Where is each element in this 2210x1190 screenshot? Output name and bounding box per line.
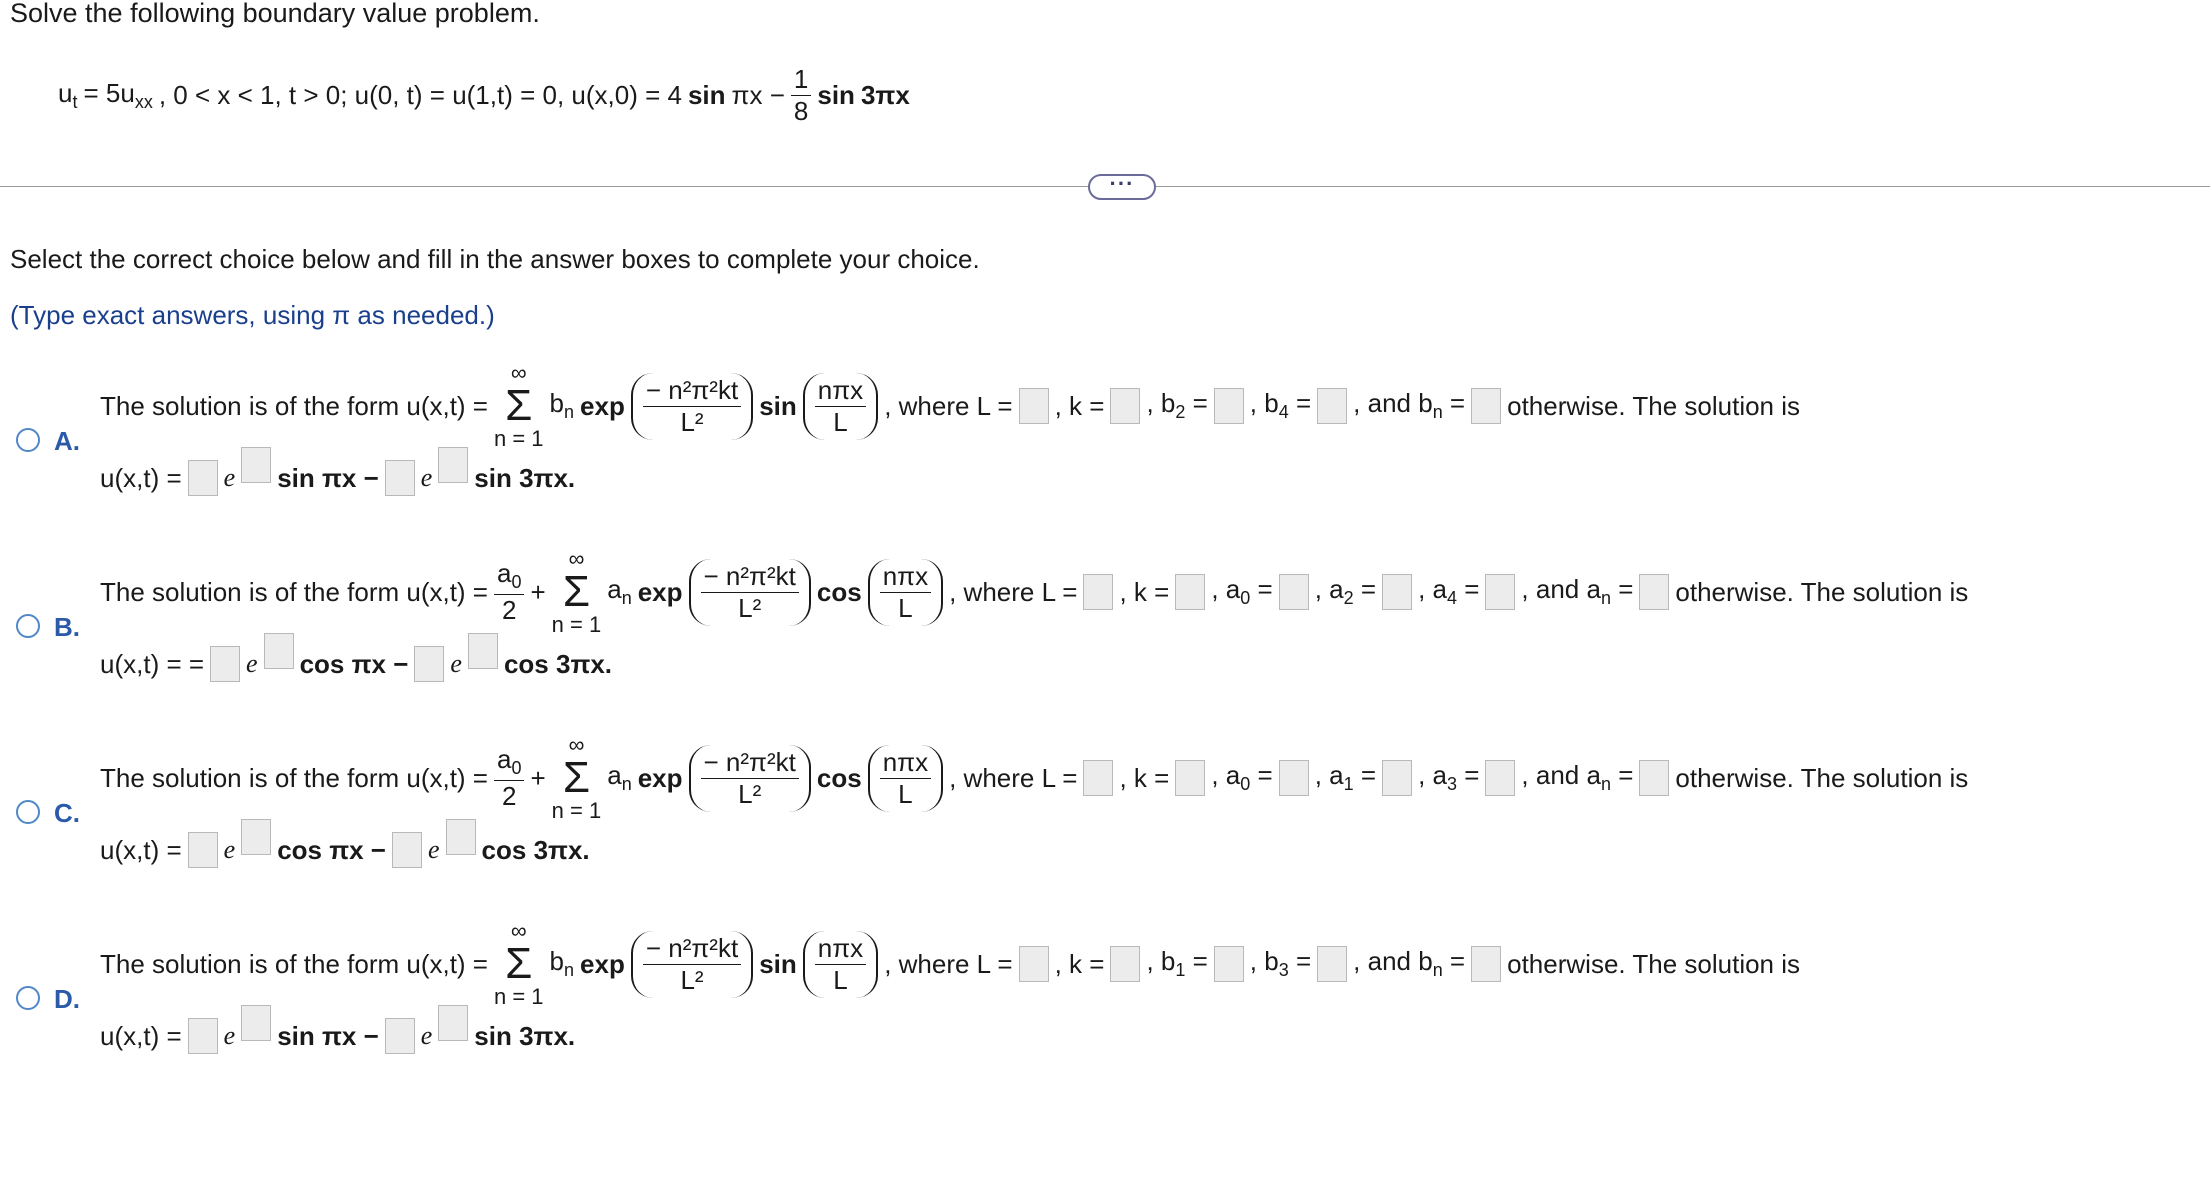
coef-an: $a_n$	[607, 760, 632, 795]
coef-label-n: , and $a_n$ =	[1521, 574, 1634, 609]
trig-label: cos	[816, 762, 862, 793]
sigma-symbol: ∞ Σ n = 1	[494, 360, 544, 451]
answer-box-coef-n[interactable]	[1471, 946, 1501, 982]
answer-box-coef-2[interactable]	[1485, 760, 1515, 796]
term-1: sin πx −	[277, 462, 379, 493]
trig-label: sin	[759, 948, 797, 979]
trig-argument: $\frac{\text{nπx}}{L}$	[868, 559, 943, 626]
option-d-label[interactable]: D.	[54, 984, 80, 1014]
option-c-form	[100, 732, 1968, 824]
answer-box-coef-0[interactable]	[1279, 760, 1309, 796]
answer-box-exp2[interactable]	[438, 1005, 468, 1041]
solution-prefix: u(x,t) =	[100, 462, 182, 493]
a0-over-2: $\frac{a_0}{2}$	[494, 558, 524, 625]
answer-box-coef-1[interactable]	[1214, 946, 1244, 982]
trig-label: sin	[759, 390, 797, 421]
option-b-form	[100, 546, 1968, 638]
option-d-form	[100, 918, 1800, 1010]
k-label: , k =	[1054, 390, 1105, 421]
answer-box-L[interactable]	[1019, 388, 1049, 424]
sigma-symbol: ∞ Σ n = 1	[551, 546, 602, 637]
exp-argument: $\frac{\text{− n²π²kt}}{\text{L²}}$	[689, 559, 811, 626]
answer-box-c1[interactable]	[188, 832, 218, 868]
sin-term-2: sin	[817, 80, 855, 110]
where-L: , where L =	[949, 762, 1078, 793]
term-2: cos 3πx.	[481, 834, 590, 865]
exp-label: exp	[580, 390, 625, 421]
answer-box-L[interactable]	[1019, 946, 1049, 982]
answer-box-coef-1[interactable]	[1382, 574, 1412, 610]
coef-label-1: , $b_2$ =	[1146, 388, 1208, 423]
exp-argument: $\frac{\text{− n²π²kt}}{\text{L²}}$	[631, 373, 753, 440]
answer-box-k[interactable]	[1110, 946, 1140, 982]
answer-box-coef-n[interactable]	[1639, 574, 1669, 610]
coef-label-0: , $a_0$ =	[1211, 574, 1273, 609]
k-label: , k =	[1119, 576, 1170, 607]
e-symbol: e	[420, 463, 433, 492]
coef-bn: $b_n$	[549, 388, 575, 423]
term-2: cos 3πx.	[503, 648, 613, 679]
exp-label: exp	[580, 948, 625, 979]
answer-box-coef-2[interactable]	[1317, 388, 1347, 424]
answer-box-k[interactable]	[1110, 388, 1140, 424]
answer-box-coef-n[interactable]	[1639, 760, 1669, 796]
answer-box-exp1[interactable]	[264, 633, 294, 669]
answer-box-coef-1[interactable]	[1214, 388, 1244, 424]
three-pi-x-term: 3πx	[860, 80, 910, 110]
more-options-button[interactable]: ···	[1088, 174, 1156, 200]
answer-box-c2[interactable]	[385, 460, 415, 496]
question-title: Solve the following boundary value problem.	[10, 0, 540, 28]
hint-text: (Type exact answers, using π as needed.)	[10, 300, 495, 330]
option-c-solution	[100, 832, 590, 868]
e-symbol: e	[223, 1021, 236, 1050]
coef-label-n: , and $b_n$ =	[1353, 946, 1466, 981]
option-c-label[interactable]: C.	[54, 798, 80, 828]
coef-label-2: , $a_3$ =	[1418, 760, 1480, 795]
sin-term: sin	[687, 80, 726, 110]
form-prefix: The solution is of the form u(x,t) =	[100, 390, 488, 421]
term-1: cos πx −	[277, 834, 386, 865]
otherwise-text: otherwise. The solution is	[1507, 390, 1801, 421]
solution-prefix: u(x,t) = =	[100, 648, 205, 679]
answer-box-c2[interactable]	[385, 1018, 415, 1054]
option-b-label[interactable]: B.	[54, 612, 80, 642]
trig-argument: $\frac{\text{nπx}}{L}$	[868, 745, 943, 812]
term-2: sin 3πx.	[474, 1020, 576, 1051]
answer-box-exp2[interactable]	[468, 633, 498, 669]
term-1: cos πx −	[299, 648, 409, 679]
answer-box-L[interactable]	[1083, 760, 1113, 796]
pi-x-term: πx −	[731, 80, 785, 110]
answer-box-coef-0[interactable]	[1279, 574, 1309, 610]
solution-prefix: u(x,t) =	[100, 1020, 182, 1051]
coef-label-0: , $a_0$ =	[1211, 760, 1273, 795]
pde-conditions: , 0 < x < 1, t > 0; u(0, t) = u(1,t) = 0, u(x,0) = 4	[158, 80, 682, 110]
where-L: , where L =	[884, 948, 1013, 979]
exp-argument: $\frac{\text{− n²π²kt}}{\text{L²}}$	[631, 931, 753, 998]
coef-label-2: , $b_4$ =	[1249, 388, 1312, 423]
form-prefix: The solution is of the form u(x,t) =	[100, 762, 488, 793]
answer-box-c1[interactable]	[188, 460, 218, 496]
form-prefix: The solution is of the form u(x,t) =	[100, 948, 488, 979]
where-L: , where L =	[884, 390, 1013, 421]
pde-lhs: $u_t$	[58, 77, 78, 113]
instructions: Select the correct choice below and fill in the answer boxes to complete your choice.	[10, 244, 980, 274]
answer-box-c2[interactable]	[414, 646, 444, 682]
answer-box-c1[interactable]	[210, 646, 240, 682]
trig-argument: $\frac{\text{nπx}}{L}$	[803, 931, 878, 998]
answer-box-c2[interactable]	[392, 832, 422, 868]
sigma-symbol: ∞ Σ n = 1	[494, 918, 544, 1009]
coef-label-2: , $a_4$ =	[1418, 574, 1480, 609]
exp-label: exp	[637, 576, 683, 607]
otherwise-text: otherwise. The solution is	[1675, 762, 1969, 793]
coef-label-1: , $b_1$ =	[1146, 946, 1208, 981]
pde-rhs: = $5u_{xx}$	[83, 77, 153, 113]
answer-box-coef-1[interactable]	[1382, 760, 1412, 796]
where-L: , where L =	[949, 576, 1078, 607]
sigma-symbol: ∞ Σ n = 1	[551, 732, 602, 823]
coef-label-1: , $a_2$ =	[1314, 574, 1377, 609]
e-symbol: e	[223, 463, 236, 492]
solution-prefix: u(x,t) =	[100, 834, 182, 865]
coef-label-2: , $b_3$ =	[1249, 946, 1312, 981]
answer-box-k[interactable]	[1175, 574, 1205, 610]
answer-box-coef-2[interactable]	[1317, 946, 1347, 982]
fraction-one-eighth: $\frac{1}{8}$	[791, 64, 811, 127]
a0-over-2: $\frac{a_0}{2}$	[494, 744, 524, 811]
k-label: , k =	[1054, 948, 1105, 979]
coef-label-1: , $a_1$ =	[1314, 760, 1377, 795]
otherwise-text: otherwise. The solution is	[1507, 948, 1801, 979]
answer-box-c1[interactable]	[188, 1018, 218, 1054]
plus-sign: +	[530, 762, 546, 793]
answer-box-exp1[interactable]	[241, 447, 271, 483]
option-b-solution	[100, 646, 612, 682]
answer-box-exp2[interactable]	[446, 819, 476, 855]
option-d-solution	[100, 1018, 575, 1054]
term-2: sin 3πx.	[474, 462, 576, 493]
answer-box-coef-2[interactable]	[1485, 574, 1515, 610]
option-a-label[interactable]: A.	[54, 426, 80, 456]
form-prefix: The solution is of the form u(x,t) =	[100, 576, 488, 607]
k-label: , k =	[1119, 762, 1170, 793]
option-c-radio[interactable]	[16, 800, 40, 824]
answer-box-exp1[interactable]	[241, 819, 271, 855]
e-symbol: e	[420, 1021, 433, 1050]
option-d-radio[interactable]	[16, 986, 40, 1010]
e-symbol: e	[223, 835, 236, 864]
plus-sign: +	[530, 576, 546, 607]
coef-an: $a_n$	[607, 574, 632, 609]
option-a-radio[interactable]	[16, 428, 40, 452]
e-symbol: e	[450, 649, 462, 678]
trig-label: cos	[816, 576, 862, 607]
answer-box-k[interactable]	[1175, 760, 1205, 796]
coef-bn: $b_n$	[549, 946, 575, 981]
trig-argument: $\frac{\text{nπx}}{L}$	[803, 373, 878, 440]
option-a-solution	[100, 460, 575, 496]
e-symbol: e	[246, 649, 258, 678]
answer-box-L[interactable]	[1083, 574, 1113, 610]
option-b-radio[interactable]	[16, 614, 40, 638]
answer-box-coef-n[interactable]	[1471, 388, 1501, 424]
e-symbol: e	[428, 835, 440, 864]
otherwise-text: otherwise. The solution is	[1675, 576, 1969, 607]
exp-label: exp	[637, 762, 683, 793]
problem-statement	[58, 64, 910, 127]
exp-argument: $\frac{\text{− n²π²kt}}{\text{L²}}$	[689, 745, 811, 812]
coef-label-n: , and $a_n$ =	[1521, 760, 1634, 795]
answer-box-exp2[interactable]	[438, 447, 468, 483]
term-1: sin πx −	[277, 1020, 379, 1051]
coef-label-n: , and $b_n$ =	[1353, 388, 1466, 423]
option-a-form	[100, 360, 1800, 452]
answer-box-exp1[interactable]	[241, 1005, 271, 1041]
